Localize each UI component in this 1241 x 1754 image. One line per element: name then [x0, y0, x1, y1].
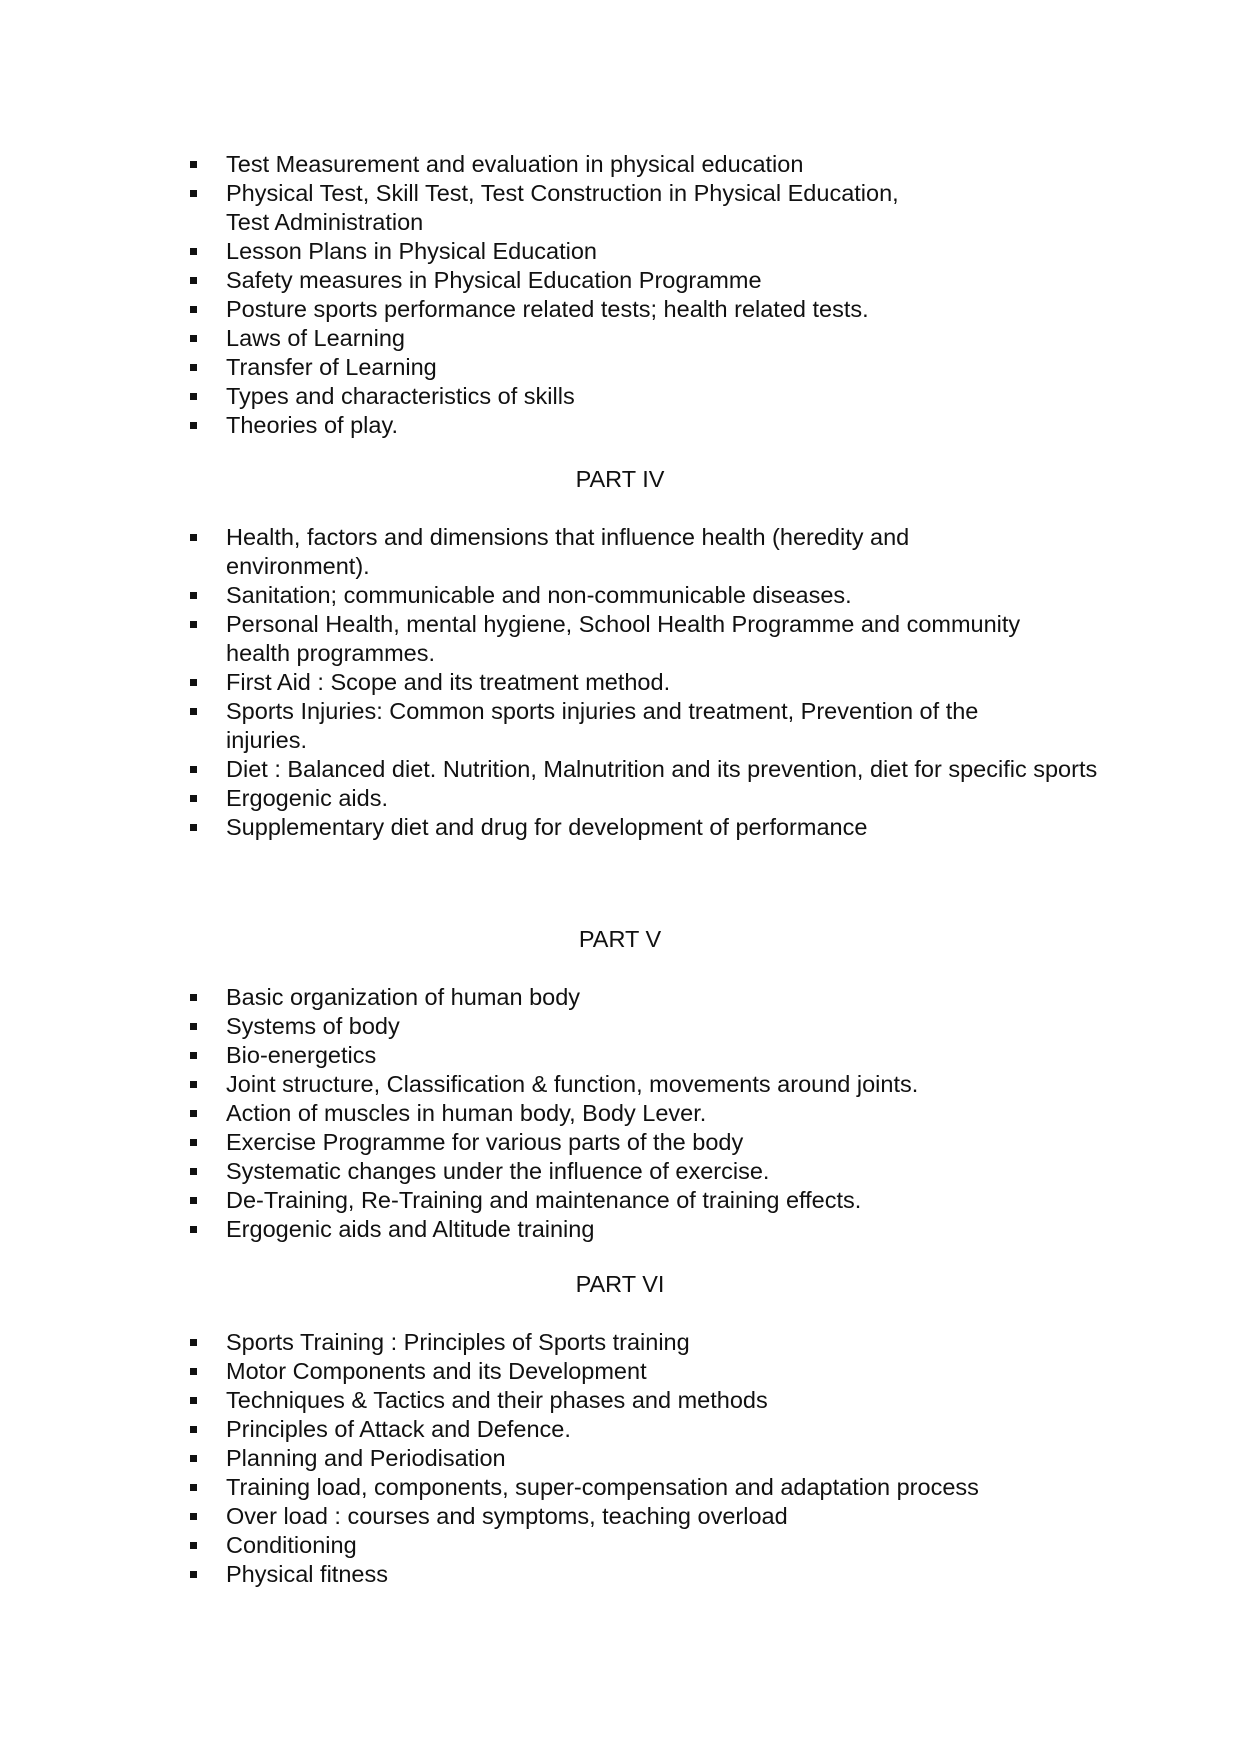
list-item: Training load, components, super-compensation and adaptation process [190, 1473, 1120, 1502]
list-item: Posture sports performance related tests; health related tests. [190, 295, 1120, 324]
list-item: Supplementary diet and drug for development of performance [190, 813, 1120, 842]
list-item: Safety measures in Physical Education Programme [190, 266, 1120, 295]
list-item: Sanitation; communicable and non-communicable diseases. [190, 581, 1120, 610]
list-item: Systems of body [190, 1012, 1120, 1041]
list-item: Sports Injuries: Common sports injuries and treatment, Prevention of the injuries. [190, 697, 1120, 755]
bullet-list [190, 983, 1120, 1244]
part-iv-heading: PART IV [575, 466, 665, 492]
list-item: Exercise Programme for various parts of the body [190, 1128, 1120, 1157]
list-item: Principles of Attack and Defence. [190, 1415, 1120, 1444]
list-item: Laws of Learning [190, 324, 1120, 353]
list-item: Health, factors and dimensions that influence health (heredity and environment). [190, 523, 1120, 581]
list-item: Bio-energetics [190, 1041, 1120, 1070]
list-item: Lesson Plans in Physical Education [190, 237, 1120, 266]
list-item: Conditioning [190, 1531, 1120, 1560]
list-item: Transfer of Learning [190, 353, 1120, 382]
list-item: Motor Components and its Development [190, 1357, 1120, 1386]
list-item: Action of muscles in human body, Body Lever. [190, 1099, 1120, 1128]
bullet-list [190, 523, 1120, 842]
list-item: Ergogenic aids and Altitude training [190, 1215, 1120, 1244]
list-item: Joint structure, Classification & function, movements around joints. [190, 1070, 1120, 1099]
part-vi-heading: PART VI [575, 1271, 665, 1297]
list-item: Planning and Periodisation [190, 1444, 1120, 1473]
bullet-list [190, 1328, 1120, 1589]
list-item: Personal Health, mental hygiene, School Health Programme and community health programmes. [190, 610, 1120, 668]
part-v-heading: PART V [578, 926, 662, 952]
bullet-list [190, 150, 1120, 440]
part-v-section [190, 983, 1120, 1244]
list-item: First Aid : Scope and its treatment method. [190, 668, 1120, 697]
list-item: Diet : Balanced diet. Nutrition, Malnutrition and its prevention, diet for specific sports [190, 755, 1120, 784]
list-item: Systematic changes under the influence of exercise. [190, 1157, 1120, 1186]
list-item: Over load : courses and symptoms, teaching overload [190, 1502, 1120, 1531]
list-item: Basic organization of human body [190, 983, 1120, 1012]
list-item: De-Training, Re-Training and maintenance of training effects. [190, 1186, 1120, 1215]
part-iv-section [190, 523, 1120, 842]
list-item: Ergogenic aids. [190, 784, 1120, 813]
part-vi-section [190, 1328, 1120, 1589]
list-item: Theories of play. [190, 411, 1120, 440]
list-item: Test Measurement and evaluation in physical education [190, 150, 1120, 179]
section-continued [190, 150, 1120, 440]
list-item: Techniques & Tactics and their phases and methods [190, 1386, 1120, 1415]
list-item: Types and characteristics of skills [190, 382, 1120, 411]
list-item: Physical fitness [190, 1560, 1120, 1589]
list-item: Sports Training : Principles of Sports training [190, 1328, 1120, 1357]
list-item: Physical Test, Skill Test, Test Construction in Physical Education, Test Administration [190, 179, 1120, 237]
